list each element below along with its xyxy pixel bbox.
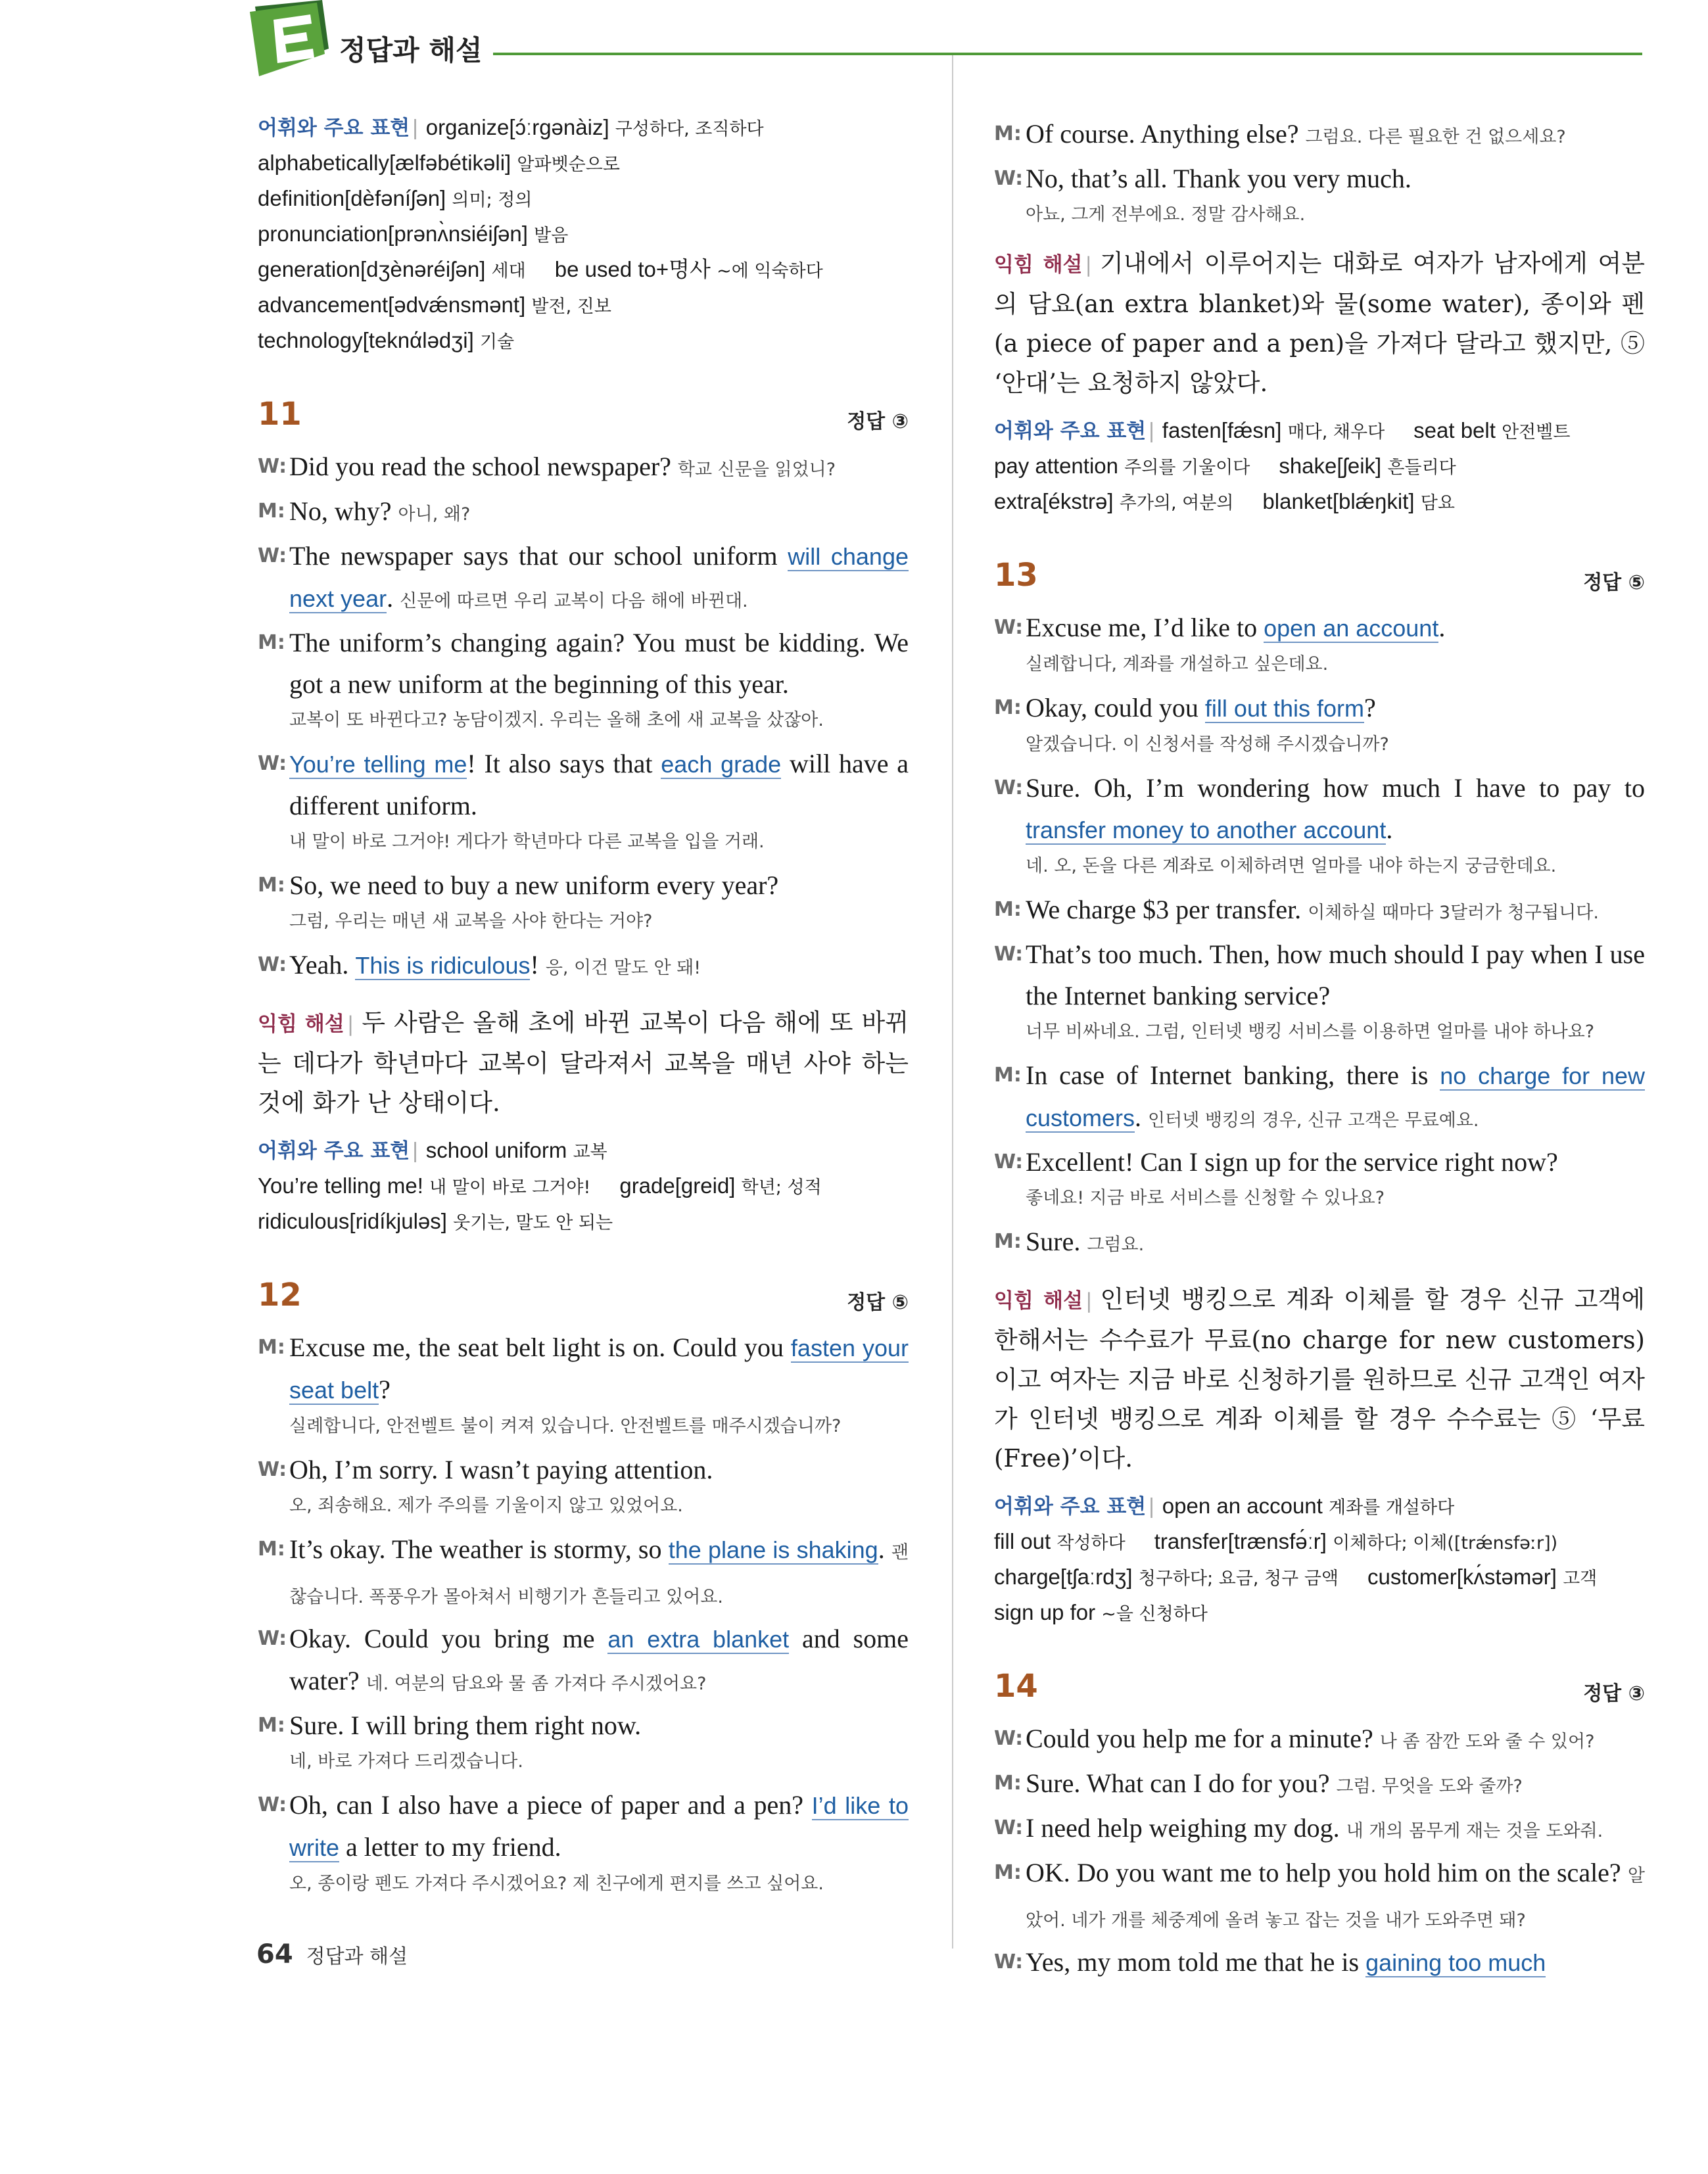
dialogue-line	[994, 889, 1645, 933]
dialogue-line	[994, 1852, 1645, 1941]
translation: 교복이 또 바뀐다고? 농담이겠지. 우리는 올해 초에 새 교복을 샀잖아.	[289, 710, 824, 730]
vocab-meaning: 이체하다; 이체([trǽnsfəːr])	[1333, 1533, 1558, 1553]
vocab-line	[258, 1204, 909, 1240]
dialogue-text: We charge $3 per transfer.	[1026, 895, 1308, 924]
question-number: 11	[258, 396, 302, 433]
answer-key: 정답 ③	[847, 410, 909, 433]
vocab-term: blanket[blǽŋkit]	[1262, 489, 1415, 513]
vocab-label: 어휘와 주요 표현	[258, 1139, 410, 1163]
dialogue-text: That’s too much. Then, how much should I pay when I use the Internet banking service?	[1026, 939, 1645, 1010]
dialogue-text: ! It also says that	[467, 749, 661, 778]
section-heading	[258, 396, 909, 443]
vocab-line	[258, 110, 909, 146]
translation-inline: 내 개의 몸무게 재는 것을 도와줘.	[1346, 1821, 1603, 1841]
question-number: 14	[994, 1668, 1038, 1705]
translation-inline: 응, 이건 말도 안 돼!	[545, 958, 701, 978]
question-number: 13	[994, 557, 1038, 594]
key-expression: transfer money to another account	[1026, 816, 1387, 843]
dialogue-text: Oh, can I also have a piece of paper and a pen?	[289, 1790, 812, 1820]
dialogue-text: The uniform’s changing again? You must be kidding. We got a new uniform at the beginning of this year.	[289, 628, 909, 699]
dialogue-text: OK. Do you want me to help you hold him on the scale?	[1026, 1858, 1628, 1887]
vocab-line	[258, 1133, 909, 1169]
vocab-meaning: 작성하다	[1056, 1533, 1126, 1553]
dialogue-line	[994, 1054, 1645, 1141]
header-rule	[493, 53, 1642, 55]
dialogue-line	[258, 1327, 909, 1411]
vocab-separator: |	[412, 1138, 418, 1162]
vocab-meaning: 구성하다, 조직하다	[615, 119, 764, 139]
speaker-label: W:	[258, 544, 287, 567]
dialogue-text: Okay, could you	[1026, 693, 1205, 722]
speaker-label: M:	[994, 1861, 1022, 1884]
explanation-text: 두 사람은 올해 초에 바뀐 교복이 다음 해에 또 바뀌는 데다가 학년마다 교복이 달라져서 교복을 매년 사야 하는 것에 화가 난 상태이다.	[258, 1008, 909, 1117]
page-footer	[256, 1939, 408, 1970]
vocab-term: organize[ɔ́ːrgənàiz]	[425, 115, 609, 139]
vocab-term: definition[dèfəníʃən]	[258, 186, 446, 210]
vocab-line	[994, 1560, 1645, 1595]
vocab-meaning: 웃기는, 말도 안 되는	[453, 1213, 613, 1233]
key-expression: open an account	[1264, 615, 1439, 642]
dialogue-text: The newspaper says that our school uniform	[289, 541, 788, 571]
vocab-line	[994, 1524, 1645, 1560]
vocab-meaning: 계좌를 개설하다	[1329, 1498, 1455, 1518]
speaker-label: M:	[994, 122, 1022, 145]
dialogue-text: ?	[1364, 693, 1376, 722]
translation-inline: 그럼요.	[1087, 1235, 1145, 1255]
vocab-term: transfer[trænsfə́ːr]	[1154, 1529, 1327, 1553]
translation: 너무 비싸네요. 그럼, 인터넷 뱅킹 서비스를 이용하면 얼마를 내야 하나요?	[1026, 1022, 1595, 1042]
key-expression: no charge for new customers	[1026, 1062, 1645, 1131]
dialogue-line	[258, 1528, 909, 1618]
dialogue-line	[994, 158, 1645, 199]
page-header	[249, 0, 1642, 79]
speaker-label: W:	[994, 776, 1024, 799]
vocab-line	[258, 217, 909, 252]
dialogue-text: Excellent! Can I sign up for the service right now?	[1026, 1147, 1558, 1177]
dialogue-text: Did you read the school newspaper?	[289, 452, 678, 481]
dialogue-line	[994, 767, 1645, 851]
speaker-label: W:	[994, 1150, 1024, 1173]
translation-inline: 아니, 왜?	[398, 504, 471, 525]
translation-inline: 나 좀 잠깐 도와 줄 수 있어?	[1379, 1732, 1595, 1752]
dialogue-line	[258, 1618, 909, 1705]
vocab-term: fasten[fǽsn]	[1162, 418, 1282, 442]
vocab-meaning: ~에 익숙하다	[717, 261, 823, 281]
dialogue-line	[258, 864, 909, 906]
speaker-label: W:	[258, 1458, 287, 1481]
key-expression: an extra blanket	[607, 1626, 790, 1653]
vocab-term: shake[ʃeik]	[1279, 454, 1382, 478]
speaker-label: W:	[258, 455, 287, 478]
key-expression: This is ridiculous	[355, 952, 531, 979]
key-expression: I’d like to write	[289, 1792, 909, 1861]
vocab-term: seat belt	[1413, 418, 1496, 442]
page-number: 64	[256, 1939, 293, 1970]
speaker-label: W:	[258, 1627, 287, 1650]
dialogue-line	[258, 622, 909, 705]
vocab-term: school uniform	[425, 1138, 567, 1162]
vocab-line	[258, 146, 909, 181]
speaker-label: W:	[994, 616, 1024, 639]
vocab-meaning: 고객	[1563, 1569, 1598, 1589]
answer-key: 정답 ⑤	[1583, 571, 1645, 594]
vocab-label: 어휘와 주요 표현	[994, 419, 1147, 443]
explanation-text: 인터넷 뱅킹으로 계좌 이체를 할 경우 신규 고객에 한해서는 수수료가 무료(no charge for new customers)이고 여자는 지금 바로 신청하기를 원하므로 신규 고객인 여자가 인터넷 뱅킹으로 계좌 이체를 할 경우 수수료는 ⑤ ‘무료(Free)’이다.	[994, 1285, 1646, 1473]
vocab-separator: |	[1149, 1494, 1154, 1518]
speaker-label: M:	[258, 1714, 285, 1737]
vocab-line	[258, 323, 909, 359]
translation: 알겠습니다. 이 신청서를 작성해 주시겠습니까?	[1026, 734, 1389, 755]
translation: 네. 오, 돈을 다른 계좌로 이체하려면 얼마를 내야 하는지 궁금한데요.	[1026, 856, 1557, 876]
vocab-label: 어휘와 주요 표현	[994, 1495, 1147, 1519]
dialogue-text: .	[1438, 613, 1446, 642]
vocab-meaning: 세대	[491, 261, 526, 281]
dialogue-line	[258, 446, 909, 490]
key-expression: fasten your seat belt	[289, 1335, 909, 1404]
dialogue-text: No, that’s all. Thank you very much.	[1026, 164, 1411, 193]
speaker-label: M:	[994, 898, 1022, 921]
translation-inline: 학교 신문을 읽었니?	[677, 460, 836, 480]
dialogue-continued	[994, 113, 1645, 229]
page-header-title: 정답과 해설	[339, 34, 483, 66]
dialogue-text: No, why?	[289, 496, 398, 526]
vocab-line	[994, 414, 1645, 449]
dialogue-text: Sure. I will bring them right now.	[289, 1711, 642, 1740]
vocab-meaning: 발전, 진보	[531, 296, 611, 317]
speaker-label: M:	[258, 1538, 285, 1561]
translation-inline: 알았어. 네가 개를 체중계에 올려 놓고 잡는 것을 내가 도와주면 돼?	[1026, 1866, 1645, 1931]
vocab-meaning: 알파벳순으로	[517, 154, 620, 175]
dialogue-line	[994, 607, 1645, 649]
vocab-term: fill out	[994, 1529, 1051, 1553]
speaker-label: M:	[258, 500, 285, 523]
vocab-line	[258, 252, 909, 288]
vocab-meaning: 청구하다; 요금, 청구 금액	[1138, 1569, 1339, 1589]
dialogue-text: So, we need to buy a new uniform every year?	[289, 870, 779, 900]
translation-inline: 신문에 따르면 우리 교복이 다음 해에 바뀐대.	[400, 591, 748, 611]
dialogue-text: Could you help me for a minute?	[1026, 1724, 1380, 1753]
vocab-term: sign up for	[994, 1600, 1096, 1624]
vocab-block	[994, 414, 1645, 520]
vocab-meaning: 발음	[534, 225, 569, 246]
key-expression: fill out this form	[1204, 695, 1364, 722]
column-divider	[952, 55, 953, 1949]
vocab-block	[258, 1133, 909, 1240]
explanation-label: 익힘 해설	[994, 253, 1083, 277]
dialogue-text: I need help weighing my dog.	[1026, 1813, 1346, 1843]
vocab-line	[994, 449, 1645, 484]
dialogue-text: Excuse me, I’d like to	[1026, 613, 1264, 642]
explanation: 익힘 해설 | 인터넷 뱅킹으로 계좌 이체를 할 경우 신규 고객에 한해서는 수수료가 무료(no charge for new customers)이고 여자는 지금 바로 신청하기를 원하므로 신규 고객인 여자가 인터넷 뱅킹으로 계좌 이체를 할 경우 수수료는 ⑤ ‘무료(Free)’이다.	[994, 1285, 1646, 1473]
vocab-meaning: 학년; 성적	[741, 1177, 822, 1198]
vocab-meaning: 담요	[1420, 493, 1455, 513]
explanation-text: 기내에서 이루어지는 대화로 여자가 남자에게 여분의 담요(an extra blanket)와 물(some water), 종이와 펜(a piece of paper and a pen)을 가져다 달라고 했지만, ⑤ ‘안대’는 요청하지 않았다.	[994, 249, 1646, 397]
vocab-term: open an account	[1162, 1494, 1323, 1518]
dialogue-line	[994, 113, 1645, 158]
vocab-term: be used to+명사	[554, 257, 711, 281]
explanation: 익힘 해설 | 두 사람은 올해 초에 바뀐 교복이 다음 해에 또 바뀌는 데다가 학년마다 교복이 달라져서 교복을 매년 사야 하는 것에 화가 난 상태이다.	[258, 1008, 909, 1117]
dialogue	[994, 1718, 1645, 1983]
vocab-line	[258, 181, 909, 217]
dialogue-text: Sure. Oh, I’m wondering how much I have to pay to	[1026, 773, 1645, 803]
dialogue-text: Okay. Could you bring me	[289, 1624, 608, 1653]
vocab-separator: |	[1149, 418, 1154, 442]
dialogue-text: Excuse me, the seat belt light is on. Could you	[289, 1333, 791, 1362]
dialogue-text: .	[878, 1534, 891, 1564]
vocab-meaning: 교복	[573, 1142, 607, 1162]
speaker-label: M:	[994, 696, 1022, 719]
dialogue-text: It’s okay. The weather is stormy, so	[289, 1534, 669, 1564]
vocab-term: grade[greid]	[619, 1173, 736, 1198]
vocab-meaning: 추가의, 여분의	[1119, 493, 1234, 513]
dialogue	[994, 607, 1645, 1265]
dialogue-text: Yeah.	[289, 950, 356, 980]
vocab-meaning: 기술	[479, 332, 515, 352]
dialogue-line	[994, 687, 1645, 729]
vocab-term: pay attention	[994, 454, 1118, 478]
translation: 내 말이 바로 그거야! 게다가 학년마다 다른 교복을 입을 거래.	[289, 832, 765, 852]
translation: 실례합니다, 계좌를 개설하고 싶은데요.	[1026, 654, 1329, 674]
speaker-label: W:	[994, 167, 1024, 190]
speaker-label: M:	[258, 874, 285, 897]
vocab-meaning: 의미; 정의	[452, 190, 533, 210]
dialogue-text: Yes, my mom told me that he is	[1026, 1947, 1366, 1977]
vocab-block	[258, 110, 909, 359]
translation-inline: 괜찮습니다. 폭풍우가 몰아쳐서 비행기가 흔들리고 있어요.	[289, 1542, 909, 1607]
vocab-meaning: ~을 신청하다	[1101, 1604, 1208, 1624]
explanation: 익힘 해설 | 기내에서 이루어지는 대화로 여자가 남자에게 여분의 담요(an extra blanket)와 물(some water), 종이와 펜(a piece of paper and a pen)을 가져다 달라고 했지만, ⑤ ‘안대’는 요청하지 않았다.	[994, 249, 1646, 397]
explanation-label: 익힘 해설	[258, 1012, 344, 1036]
vocab-term: charge[tʃaːrdʒ]	[994, 1565, 1133, 1589]
speaker-label: M:	[994, 1064, 1022, 1087]
footer-title: 정답과 해설	[306, 1945, 408, 1968]
dialogue-text: and some water?	[289, 1624, 909, 1695]
dialogue-text: Sure. What can I do for you?	[1026, 1768, 1337, 1798]
translation: 좋네요! 지금 바로 서비스를 신청할 수 있나요?	[1026, 1188, 1385, 1208]
dialogue-line	[258, 490, 909, 535]
translation-inline: 네. 여분의 담요와 물 좀 가져다 주시겠어요?	[366, 1674, 707, 1694]
speaker-label: W:	[258, 953, 287, 976]
speaker-label: M:	[994, 1230, 1022, 1253]
dialogue-text: Oh, I’m sorry. I wasn’t paying attention.	[289, 1455, 713, 1484]
vocab-term: generation[dʒènəréiʃən]	[258, 257, 486, 281]
section-heading	[994, 1668, 1645, 1715]
dialogue-line	[258, 944, 909, 989]
dialogue-line	[994, 1221, 1645, 1265]
dialogue-line	[994, 1762, 1645, 1807]
dialogue-line	[258, 743, 909, 826]
answer-key: 정답 ③	[1583, 1682, 1645, 1705]
vocab-line	[994, 484, 1645, 520]
vocab-term: advancement[ədvǽnsmənt]	[258, 293, 526, 317]
dialogue-text: a letter to my friend.	[339, 1832, 561, 1862]
translation-inline: 그럼. 무엇을 도와 줄까?	[1336, 1776, 1523, 1797]
dialogue-text: will have a different uniform.	[289, 749, 909, 820]
vocab-meaning: 흔들리다	[1387, 458, 1456, 478]
vocab-term: pronunciation[prənʌ̀nsiéiʃən]	[258, 222, 528, 246]
vocab-line	[994, 1595, 1645, 1631]
speaker-label: W:	[994, 1950, 1024, 1973]
question-number: 12	[258, 1277, 302, 1313]
vocab-meaning: 주의를 기울이다	[1124, 458, 1250, 478]
vocab-term: alphabetically[ӕlfəbétikəli]	[258, 151, 511, 175]
key-expression: the plane is shaking	[668, 1536, 878, 1563]
left-column	[258, 110, 909, 1906]
translation: 아뇨, 그게 전부에요. 정말 감사해요.	[1026, 204, 1306, 225]
dialogue-line	[994, 1141, 1645, 1183]
vocab-term: customer[kʌ́stəmər]	[1367, 1565, 1557, 1589]
dialogue-line	[258, 535, 909, 622]
dialogue-text: Sure.	[1026, 1227, 1087, 1256]
vocab-label: 어휘와 주요 표현	[258, 116, 410, 140]
speaker-label: M:	[994, 1772, 1022, 1795]
translation: 그럼, 우리는 매년 새 교복을 사야 한다는 거야?	[289, 911, 653, 932]
dialogue	[258, 446, 909, 989]
dialogue-text: Of course. Anything else?	[1026, 119, 1306, 149]
translation: 오, 종이랑 펜도 가져다 주시겠어요? 제 친구에게 편지를 쓰고 싶어요.	[289, 1874, 824, 1894]
vocab-term: extra[ékstrə]	[994, 489, 1114, 513]
dialogue-text: .	[1386, 815, 1393, 844]
translation: 오, 죄송해요. 제가 주의를 기울이지 않고 있었어요.	[289, 1496, 683, 1516]
key-expression: each grade	[661, 751, 782, 778]
dialogue	[258, 1327, 909, 1899]
dialogue-line	[258, 1449, 909, 1490]
key-expression: will change next year	[289, 543, 909, 612]
dialogue-text: .	[1135, 1102, 1149, 1132]
vocab-meaning: 안전벨트	[1502, 422, 1571, 442]
vocab-separator: |	[412, 115, 418, 139]
right-column	[994, 113, 1645, 1983]
dialogue-text: !	[530, 950, 546, 980]
vocab-meaning: 매다, 채우다	[1287, 422, 1385, 442]
vocab-term: ridiculous[ridíkjuləs]	[258, 1209, 447, 1233]
translation: 네, 바로 가져다 드리겠습니다.	[289, 1751, 523, 1772]
key-expression: gaining too much	[1365, 1949, 1546, 1976]
vocab-line	[994, 1489, 1645, 1524]
vocab-meaning: 내 말이 바로 그거야!	[429, 1177, 591, 1198]
speaker-label: W:	[258, 1793, 287, 1816]
vocab-line	[258, 288, 909, 323]
dialogue-line	[258, 1784, 909, 1868]
section-logo-icon	[249, 0, 335, 78]
speaker-label: W:	[258, 752, 287, 775]
dialogue-text: ?	[379, 1375, 391, 1404]
speaker-label: M:	[258, 631, 285, 654]
speaker-label: M:	[258, 1336, 285, 1359]
translation-inline: 이체하실 때마다 3달러가 청구됩니다.	[1308, 903, 1599, 923]
explanation-label: 익힘 해설	[994, 1289, 1083, 1313]
vocab-line	[258, 1169, 909, 1204]
vocab-block	[994, 1489, 1645, 1631]
speaker-label: W:	[994, 1816, 1024, 1839]
key-expression: You’re telling me	[289, 751, 467, 778]
speaker-label: W:	[994, 943, 1024, 966]
translation-inline: 인터넷 뱅킹의 경우, 신규 고객은 무료예요.	[1148, 1110, 1479, 1131]
speaker-label: W:	[994, 1727, 1024, 1750]
vocab-term: You’re telling me!	[258, 1173, 423, 1198]
answer-key: 정답 ⑤	[847, 1291, 909, 1314]
section-heading	[258, 1277, 909, 1324]
dialogue-line	[994, 1941, 1645, 1983]
translation-inline: 그럼요. 다른 필요한 건 없으세요?	[1305, 127, 1566, 147]
dialogue-line	[994, 1718, 1645, 1762]
dialogue-text: .	[387, 583, 400, 613]
dialogue-line	[994, 933, 1645, 1016]
vocab-term: technology[teknάlədʒi]	[258, 328, 474, 352]
section-heading	[994, 557, 1645, 604]
dialogue-line	[994, 1807, 1645, 1852]
dialogue-text: In case of Internet banking, there is	[1026, 1060, 1440, 1090]
dialogue-line	[258, 1705, 909, 1746]
translation: 실례합니다, 안전벨트 불이 켜져 있습니다. 안전벨트를 매주시겠습니까?	[289, 1416, 842, 1436]
